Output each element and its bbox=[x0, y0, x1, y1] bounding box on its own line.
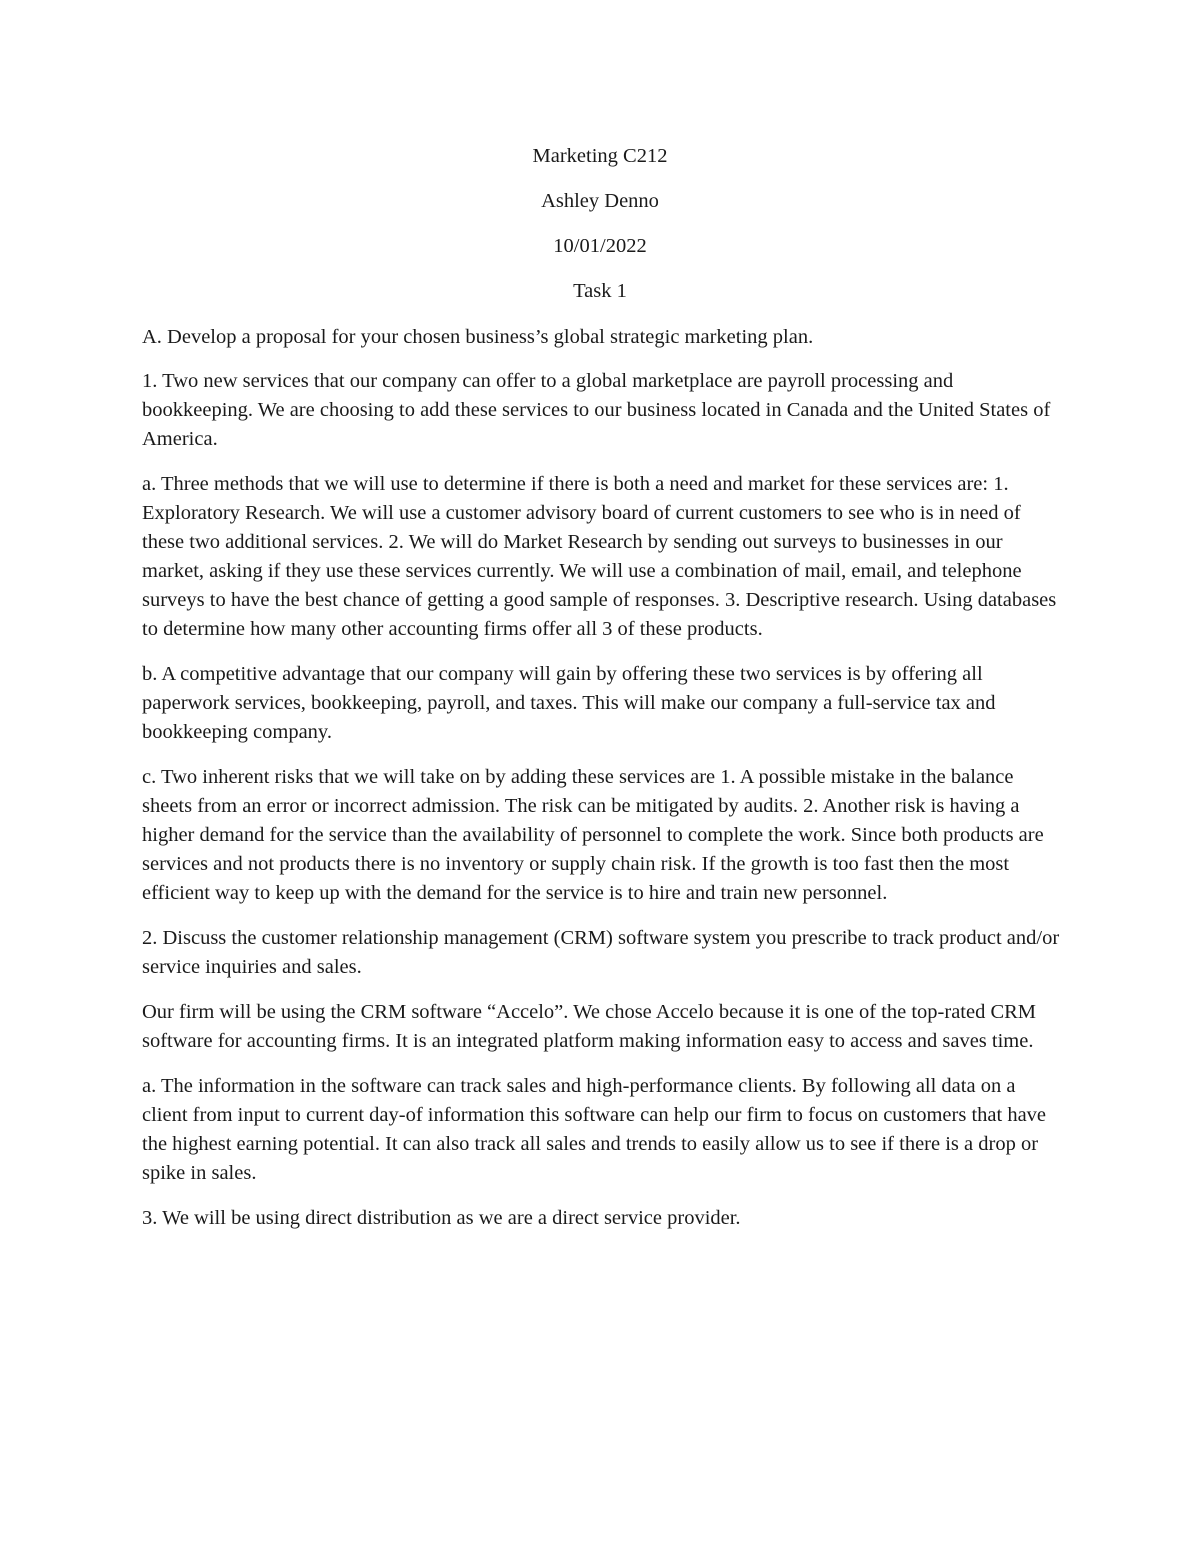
paragraph-research-methods: a. Three methods that we will use to determine if there is both a need and market for these services are: 1. Exploratory Research. We will use a customer advisory board of current customers to see who is in need of these two additional services. 2. We will do Market Research by sending out surveys to businesses in our market, asking if they use these services currently. We will use a combination of mail, email, and telephone surveys to have the best chance of getting a good sample of responses. 3. Descriptive research. Using databases to determine how many other accounting firms offer all 3 of these products. bbox=[142, 473, 1057, 640]
paragraph-risks: c. Two inherent risks that we will take on by adding these services are 1. A possible mistake in the balance sheets from an error or incorrect admission. The risk can be mitigated by audits. 2. Another risk is having a higher demand for the service than the availability of personnel to complete the work. Since both products are services and not products there is no inventory or supply chain risk. If the growth is too fast then the most efficient way to keep up with the demand for the service is to hire and train new personnel. bbox=[142, 766, 1044, 904]
document-date: 10/01/2022 bbox=[553, 235, 647, 257]
author-name: Ashley Denno bbox=[541, 190, 659, 212]
paragraph-distribution: 3. We will be using direct distribution as we are a direct service provider. bbox=[142, 1207, 741, 1229]
paragraph-crm-question: 2. Discuss the customer relationship management (CRM) software system you prescribe to track product and/or service inquiries and sales. bbox=[142, 927, 1060, 978]
paragraph-crm-choice: Our firm will be using the CRM software “Accelo”. We chose Accelo because it is one of the top-rated CRM software for accounting firms. It is an integrated platform making information easy to access and saves time. bbox=[142, 1001, 1037, 1052]
paragraph-crm-tracking: a. The information in the software can track sales and high-performance clients. By following all data on a client from input to current day-of information this software can help our firm to focus on customers that have the highest earning potential. It can also track all sales and trends to easily allow us to see if there is a drop or spike in sales. bbox=[142, 1075, 1047, 1184]
paragraph-services: 1. Two new services that our company can offer to a global marketplace are payroll processing and bookkeeping. We are choosing to add these services to our business located in Canada and the United States of America. bbox=[142, 370, 1051, 450]
course-title: Marketing C212 bbox=[532, 145, 668, 167]
section-a-heading: A. Develop a proposal for your chosen business’s global strategic marketing plan. bbox=[142, 326, 814, 348]
document-body bbox=[142, 323, 1062, 1249]
paragraph-competitive-advantage: b. A competitive advantage that our company will gain by offering these two services is by offering all paperwork services, bookkeeping, payroll, and taxes. This will make our company a full-service tax and bookkeeping company. bbox=[142, 663, 996, 743]
task-label: Task 1 bbox=[573, 280, 627, 302]
